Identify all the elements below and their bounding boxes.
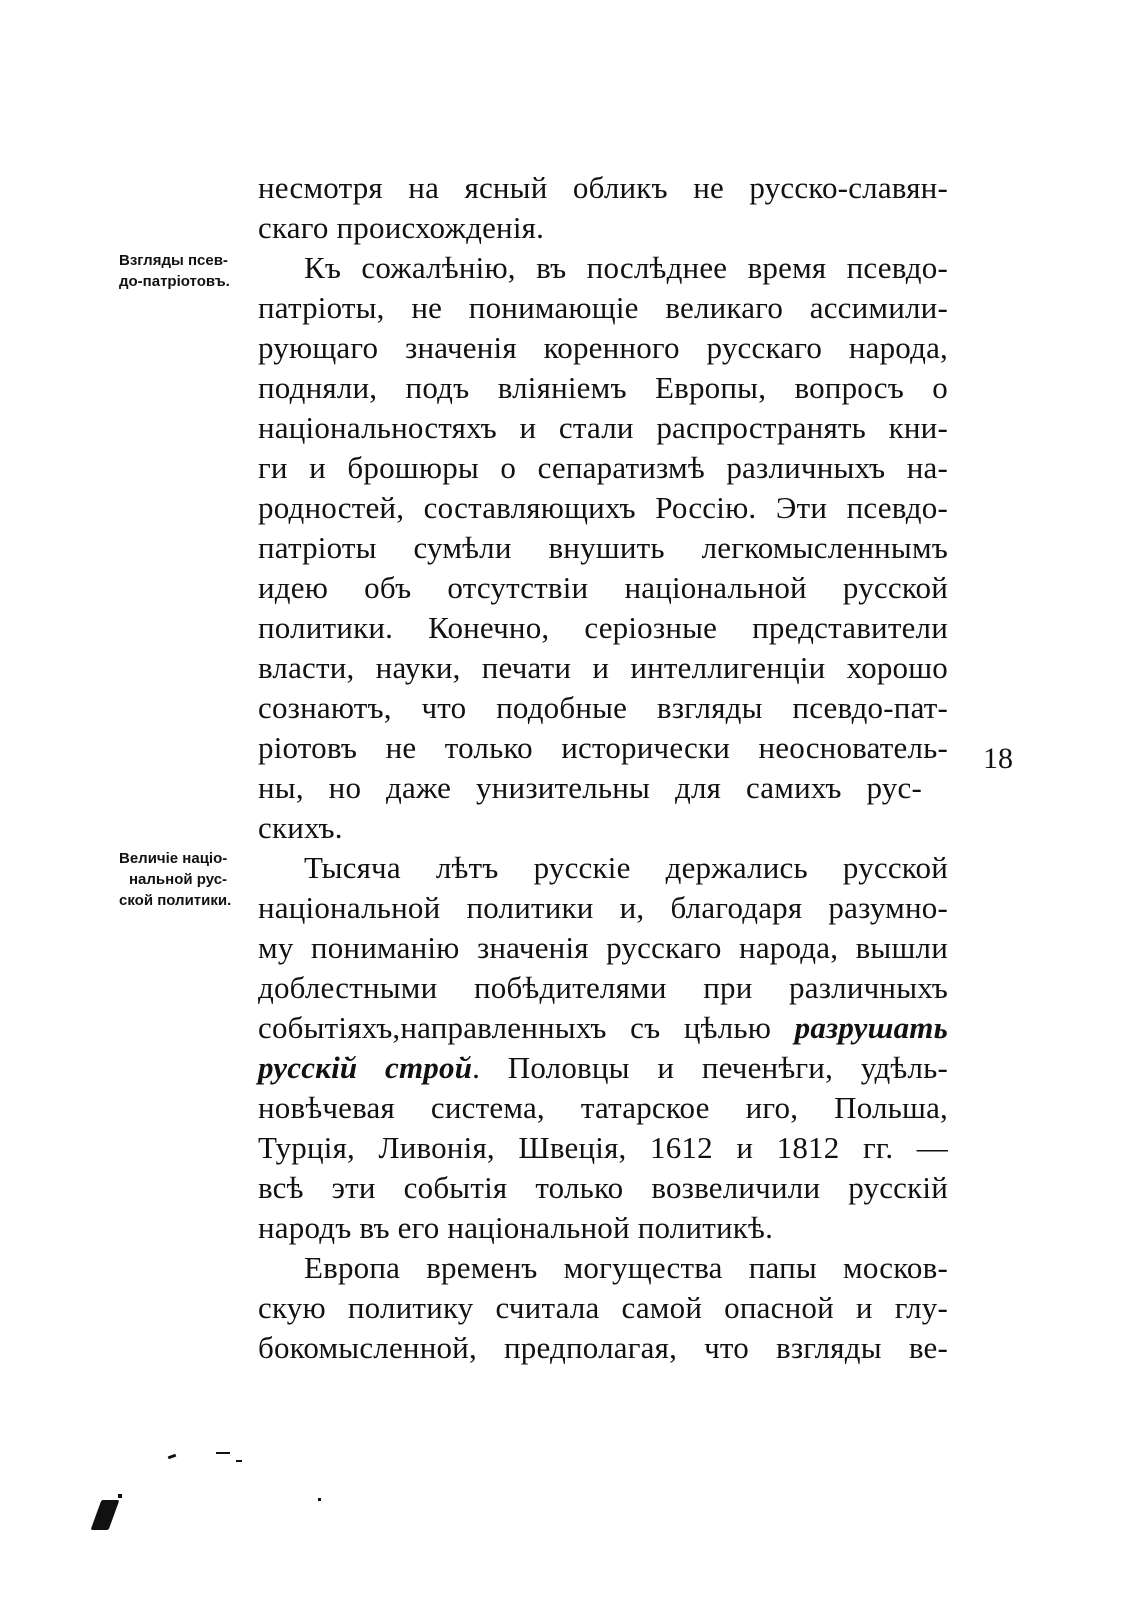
scan-speck (168, 1454, 177, 1460)
margin-note-line: ской политики. (119, 892, 232, 909)
text-line-emphasis (258, 1048, 948, 1088)
text-line: національной политики и, благодаря разумно- (258, 890, 948, 925)
text-line: скихъ. (258, 810, 343, 845)
emphasized-text: разрушать (794, 1010, 948, 1045)
text-run: событіяхъ,направленныхъ съ цѣлью (258, 1010, 795, 1045)
text-run: . Половцы и печенѣги, удѣль- (472, 1050, 948, 1085)
text-line: національностяхъ и стали распространять кни- (258, 410, 948, 445)
text-line: доблестными побѣдителями при различныхъ (258, 970, 948, 1005)
scan-speck (91, 1500, 120, 1530)
text-line: му пониманію значенія русскаго народа, вышли (258, 930, 948, 965)
emphasized-text: русскій строй (258, 1050, 473, 1085)
text-line: идею объ отсутствіи національной русской (258, 570, 948, 605)
text-line: родностей, составляющихъ Россію. Эти псевдо- (258, 490, 948, 525)
text-line: народъ въ его національной политикѣ. (258, 1210, 774, 1245)
text-line: подняли, подъ вліяніемъ Европы, вопросъ о (258, 370, 948, 405)
margin-note-line: Величіе націо- (119, 850, 228, 867)
text-line: скую политику считала самой опасной и глу- (258, 1290, 948, 1325)
text-line: власти, науки, печати и интеллигенціи хорошо (258, 650, 948, 685)
text-line: ны, но даже унизительны для самихъ рус- (258, 770, 922, 805)
scan-speck (318, 1498, 321, 1501)
text-line: несмотря на ясный обликъ не русско-славян- (258, 170, 948, 205)
margin-note-line: Взгляды псев- (119, 252, 228, 269)
text-line: Тысяча лѣтъ русскіе держались русской (304, 850, 948, 885)
text-line: рующаго значенія коренного русскаго народа, (258, 330, 948, 365)
scan-speck (118, 1494, 122, 1498)
text-line-emphasis (258, 1008, 948, 1048)
scan-speck (236, 1460, 242, 1462)
margin-note-pseudo-patriots (119, 250, 230, 292)
margin-note-national-policy (119, 848, 231, 911)
text-line: бокомысленной, предполагая, что взгляды ве- (258, 1330, 948, 1365)
text-line: скаго происхожденія. (258, 210, 545, 245)
text-line: политики. Конечно, серіозные представители (258, 610, 948, 645)
text-line: ріотовъ не только исторически неоснователь- (258, 730, 948, 765)
page-number: 18 (983, 742, 1013, 775)
margin-note-line: до-патріотовъ. (119, 273, 230, 290)
text-line: патріоты сумѣли внушить легкомысленнымъ (258, 530, 948, 565)
scan-speck (216, 1452, 230, 1454)
text-line: Турція, Ливонія, Швеція, 1612 и 1812 гг. — (258, 1130, 948, 1165)
text-line: сознаютъ, что подобные взгляды псевдо-пат- (258, 690, 948, 725)
margin-note-line: нальной рус- (129, 871, 228, 888)
text-line: ги и брошюры о сепаратизмѣ различныхъ на- (258, 450, 948, 485)
text-line: Европа временъ могущества папы москов- (304, 1250, 948, 1285)
text-line: патріоты, не понимающіе великаго ассимили- (258, 290, 948, 325)
text-line: Къ сожалѣнію, въ послѣднее время псевдо- (304, 250, 948, 285)
text-line: новѣчевая система, татарское иго, Польша, (258, 1090, 948, 1125)
text-line: всѣ эти событія только возвеличили русскій (258, 1170, 948, 1205)
